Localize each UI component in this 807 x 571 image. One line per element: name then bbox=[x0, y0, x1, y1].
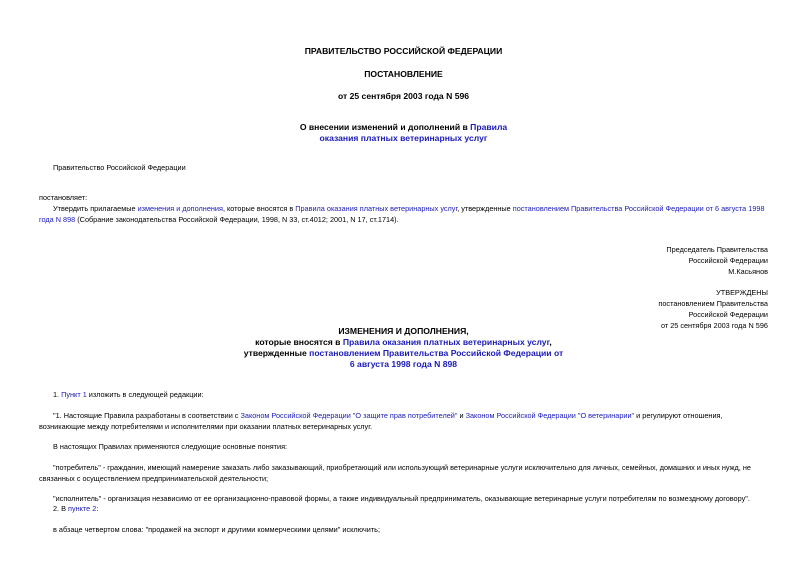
approved-by: постановлением Правительства bbox=[658, 299, 768, 308]
item-1-num: 1. bbox=[53, 390, 62, 399]
appendix-title-line3 bbox=[0, 348, 807, 359]
q1-text3: и регулируют отношения, возникающие между потребителями и исполнителями при оказании платных ветеринарных услуг. bbox=[39, 411, 723, 431]
p1-text1: Утвердить прилагаемые bbox=[53, 204, 138, 213]
link-resolution-898[interactable]: постановлением Правительства Российской Федерации от 6 августа 1998 года N 898 bbox=[39, 204, 765, 224]
p1-text4: (Собрание законодательства Российской Федерации, 1998, N 33, ст.4012; 2001, N 17, ст.1714). bbox=[75, 215, 399, 224]
item-1 bbox=[53, 389, 768, 400]
quote-paragraph-4: "исполнитель" - организация независимо от ее организационно-правовой формы, а также индивидуальный предприниматель, оказывающие ветеринарные услуги потребителям по возмездному договору". bbox=[53, 494, 750, 503]
appendix-title bbox=[0, 326, 807, 370]
q1-text1: "1. Настоящие Правила разработаны в соответствии с bbox=[53, 411, 241, 420]
org-heading: ПРАВИТЕЛЬСТВО РОССИЙСКОЙ ФЕДЕРАЦИИ bbox=[304, 46, 503, 56]
government-text: Правительство Российской Федерации bbox=[53, 163, 186, 172]
link-consumer-law[interactable]: Законом Российской Федерации "О защите прав потребителей" bbox=[240, 411, 458, 420]
link-point-1[interactable]: Пункт 1 bbox=[61, 390, 87, 399]
quote-paragraph-3: "потребитель" - гражданин, имеющий намерение заказать либо заказывающий, приобретающий или использующий ветеринарные услуги исключительно для личных, семейных, домашних и иных нужд, не связанных с осуществлением предпринимательской деятельности; bbox=[39, 463, 751, 483]
quote-paragraph-2: В настоящих Правилах применяются следующие основные понятия: bbox=[53, 442, 288, 451]
appendix-line2-text: которые вносятся в bbox=[255, 337, 343, 347]
title-prefix: О внесении изменений и дополнений в bbox=[299, 122, 471, 132]
decrees-text: постановляет: bbox=[39, 193, 88, 202]
link-rules[interactable]: Правила оказания платных ветеринарных услуг bbox=[295, 204, 458, 213]
quote-paragraph-1 bbox=[39, 410, 769, 432]
signature-country: Российской Федерации bbox=[688, 256, 768, 265]
q1-text2: и bbox=[457, 411, 466, 420]
approved-date: от 25 сентября 2003 года N 596 bbox=[660, 321, 768, 330]
appendix-title-line2 bbox=[0, 337, 807, 348]
date-number-heading: от 25 сентября 2003 года N 596 bbox=[337, 91, 470, 101]
title-link-rules-cont[interactable]: оказания платных ветеринарных услуг bbox=[319, 133, 488, 143]
item-1-text: изложить в следующей редакции: bbox=[86, 390, 204, 399]
link-veterinary-law[interactable]: Законом Российской Федерации "О ветеринарии" bbox=[465, 411, 635, 420]
title-link-rules[interactable]: Правила bbox=[470, 122, 508, 132]
link-changes[interactable]: изменения и дополнения bbox=[137, 204, 223, 213]
appendix-link-resolution-cont[interactable]: 6 августа 1998 года N 898 bbox=[349, 359, 458, 369]
item-2-num: 2. В bbox=[53, 504, 69, 513]
item-2 bbox=[53, 503, 768, 514]
p1-text2: , которые вносятся в bbox=[222, 204, 296, 213]
signature-name: М.Касьянов bbox=[728, 267, 768, 276]
link-point-2[interactable]: пункте 2 bbox=[68, 504, 97, 513]
appendix-link-resolution[interactable]: постановлением Правительства Российской Федерации от bbox=[309, 348, 564, 358]
resolution-paragraph bbox=[39, 203, 769, 225]
item-2-end: : bbox=[96, 504, 99, 513]
appendix-title-line1: ИЗМЕНЕНИЯ И ДОПОЛНЕНИЯ, bbox=[338, 326, 469, 336]
approved-label: УТВЕРЖДЕНЫ bbox=[716, 288, 768, 297]
appendix-line3-text: утвержденные bbox=[243, 348, 310, 358]
approved-country: Российской Федерации bbox=[688, 310, 768, 319]
signature-position: Председатель Правительства bbox=[666, 245, 768, 254]
approved-block bbox=[658, 287, 768, 331]
signature-block bbox=[666, 244, 768, 277]
doc-type-heading: ПОСТАНОВЛЕНИЕ bbox=[364, 69, 443, 79]
appendix-line2-end: , bbox=[549, 337, 552, 347]
p1-text3: , утвержденные bbox=[457, 204, 513, 213]
document-title bbox=[0, 122, 807, 144]
quote-paragraph-5: в абзаце четвертом слова: "продажей на экспорт и другими коммерческими целями" исключить; bbox=[53, 525, 380, 534]
appendix-link-rules[interactable]: Правила оказания платных ветеринарных услуг bbox=[342, 337, 550, 347]
